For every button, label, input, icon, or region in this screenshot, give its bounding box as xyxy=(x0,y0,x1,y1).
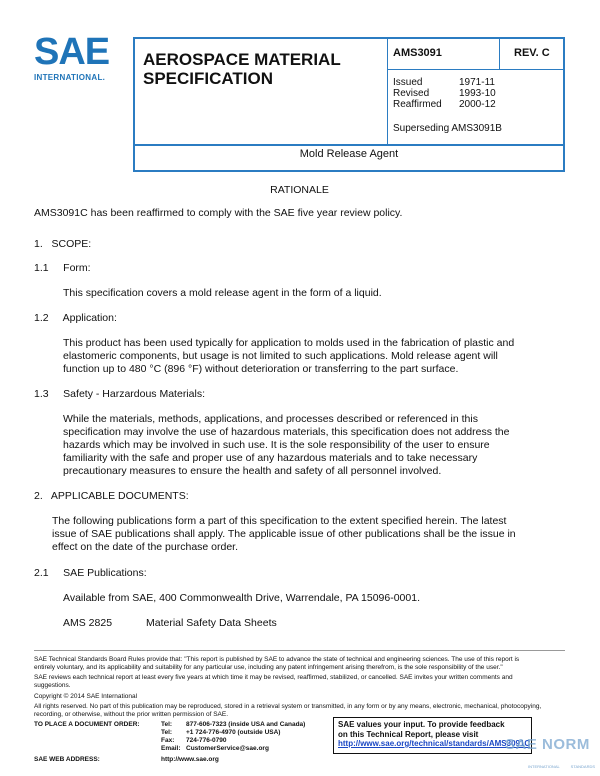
email-address[interactable]: CustomerService@sae.org xyxy=(186,745,269,752)
phone-outside-usa: +1 724-776-4970 (outside USA) xyxy=(186,729,281,736)
divider xyxy=(387,39,388,144)
divider xyxy=(499,39,500,69)
sae-norm-watermark: SAE NORM xyxy=(505,736,590,753)
fax-number: 724-776-0790 xyxy=(186,737,227,744)
superseding-note: Superseding AMS3091B xyxy=(393,123,502,134)
document-subject: Mold Release Agent xyxy=(299,148,399,160)
contact-key: Fax: xyxy=(161,737,175,744)
section-1-3-heading: 1.3 Safety - Harzardous Materials: xyxy=(34,388,205,400)
spec-number: AMS3091 xyxy=(393,47,442,59)
section-1-1-text: This specification covers a mold release agent in the form of a liquid. xyxy=(63,287,382,299)
divider xyxy=(387,69,565,70)
section-1-2-text: This product has been used typically for application to molds used in the fabrication of plastic and elastomeric components, but usage is not limited to such applications. Mold release agent will function up to 480 °C (896 °F) without deterioration or transferring to the part surface. xyxy=(63,337,515,375)
date-list xyxy=(393,77,496,110)
date-row-revised: Revised 1993-10 xyxy=(393,88,496,99)
footer-divider xyxy=(34,650,565,651)
divider xyxy=(135,144,563,146)
order-label: TO PLACE A DOCUMENT ORDER: xyxy=(34,721,140,728)
sae-norm-watermark-subtext: INTERNATIONAL STANDARDS xyxy=(528,764,596,769)
section-1-1-heading: 1.1 Form: xyxy=(34,262,91,274)
review-policy-text: SAE reviews each technical report at least every five years at which time it may be revised, reaffirmed, stabilized, or cancelled. SAE invites your written comments and suggestions. xyxy=(34,674,513,689)
ams-reference-title: Material Safety Data Sheets xyxy=(146,617,277,629)
document-title: AEROSPACE MATERIAL SPECIFICATION xyxy=(143,50,341,88)
rationale-text: AMS3091C has been reaffirmed to comply with the SAE five year review policy. xyxy=(34,207,403,219)
revision-label: REV. C xyxy=(514,47,550,59)
sae-logo: SAE xyxy=(34,31,110,73)
section-2-heading: 2. APPLICABLE DOCUMENTS: xyxy=(34,490,189,502)
phone-inside-usa: 877-606-7323 (inside USA and Canada) xyxy=(186,721,306,728)
rights-text: All rights reserved. No part of this publication may be reproduced, stored in a retrieval system or transmitted, in any form or by any means, electronic, mechanical, photocopying, recording, or otherwise, without the prior written permission of SAE. xyxy=(34,703,542,718)
copyright-text: Copyright © 2014 SAE International xyxy=(34,693,138,700)
contact-key: Tel: xyxy=(161,729,173,736)
contact-key: Tel: xyxy=(161,721,173,728)
date-row-reaffirmed: Reaffirmed 2000-12 xyxy=(393,99,496,110)
ams-reference-number: AMS 2825 xyxy=(63,617,113,629)
contact-key: Email: xyxy=(161,745,181,752)
web-address-label: SAE WEB ADDRESS: xyxy=(34,756,100,763)
section-1-heading: 1. SCOPE: xyxy=(34,238,92,250)
section-2-1-heading: 2.1 SAE Publications: xyxy=(34,567,147,579)
rationale-heading: RATIONALE xyxy=(270,184,329,196)
feedback-box: SAE values your input. To provide feedback on this Technical Report, please visit http://www.sae.org/technical/standards/AMS3091C xyxy=(333,717,532,754)
date-row-issued: Issued 1971-11 xyxy=(393,77,495,88)
section-1-3-text: While the materials, methods, applications, and processes described or referenced in this specification may involve the use of hazardous materials, this specification does not address the hazards which may be involved in such use. It is the sole responsibility of the user to ensure familiarity with the safe and proper use of any hazardous materials and to take necessary precautionary measures to ensure the health and safety of all personnel involved. xyxy=(63,413,510,477)
section-2-1-text: Available from SAE, 400 Commonwealth Drive, Warrendale, PA 15096-0001. xyxy=(63,592,420,604)
web-address-link[interactable]: http://www.sae.org xyxy=(161,756,219,763)
section-1-2-heading: 1.2 Application: xyxy=(34,312,117,324)
feedback-link[interactable]: http://www.sae.org/technical/standards/AMS3091C xyxy=(338,739,531,748)
board-rules-text: SAE Technical Standards Board Rules provide that: "This report is published by SAE to advance the state of technical and engineering sciences. The use of this report is entirely voluntary, and its applicability and suitability for any particular use, including any patent infringement arising therefrom, is the sole responsibility of the user." xyxy=(34,656,520,671)
section-2-text: The following publications form a part of this specification to the extent specified herein. The latest issue of SAE publications shall apply. The applicable issue of other publications shall be the issue in effect on the date of the purchase order. xyxy=(52,515,516,553)
sae-logo-subtext: INTERNATIONAL. xyxy=(34,73,106,82)
